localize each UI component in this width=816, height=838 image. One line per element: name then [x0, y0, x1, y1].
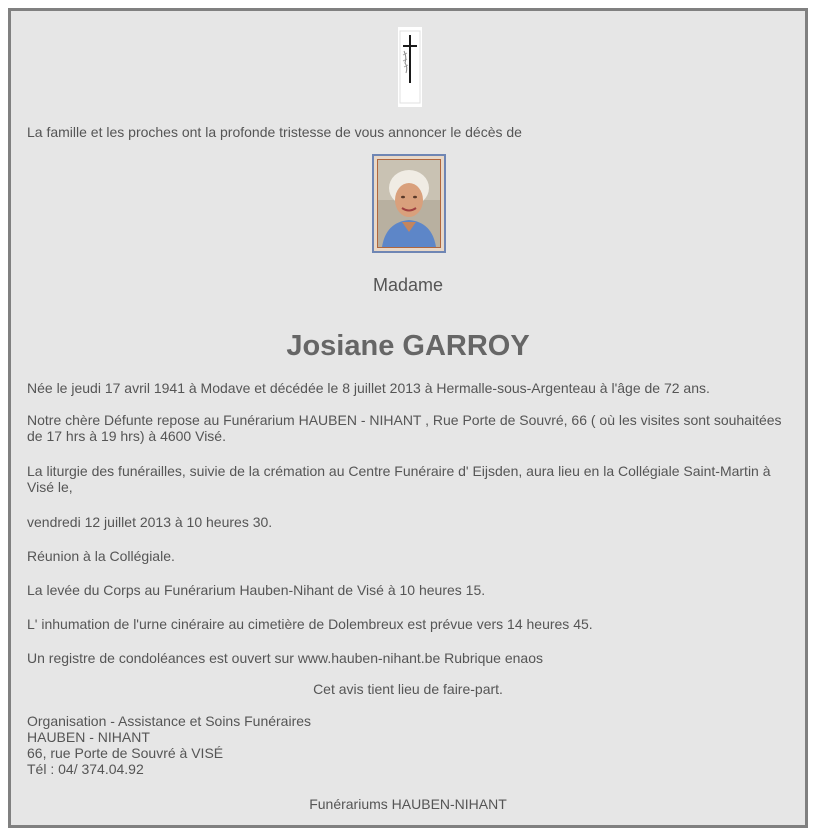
- intro-text: La famille et les proches ont la profonde tristesse de vous annoncer le décès de: [27, 124, 522, 140]
- ceremony-date: vendredi 12 juillet 2013 à 10 heures 30.: [27, 514, 273, 530]
- portrait-frame: [372, 154, 446, 253]
- cross-icon: [398, 27, 422, 107]
- organisation-line: Organisation - Assistance et Soins Funéraires: [27, 713, 312, 729]
- notice-text: Cet avis tient lieu de faire-part.: [313, 681, 503, 697]
- honorific: Madame: [372, 275, 444, 295]
- organisation-address: 66, rue Porte de Souvré à VISÉ: [27, 745, 224, 761]
- inhumation-text: L' inhumation de l'urne cinéraire au cimetière de Dolembreux est prévue vers 14 heures 45.: [27, 616, 593, 632]
- repose-text: Notre chère Défunte repose au Funérarium HAUBEN - NIHANT , Rue Porte de Souvré, 66 ( où les visites sont souhaitées de 17 hrs à 19 hrs) à 4600 Visé.: [27, 412, 782, 444]
- portrait-photo: [377, 159, 441, 248]
- organisation-line: HAUBEN - NIHANT: [27, 729, 150, 745]
- levee-text: La levée du Corps au Funérarium Hauben-Nihant de Visé à 10 heures 15.: [27, 582, 486, 598]
- deceased-name: Josiane GARROY: [286, 330, 530, 362]
- birth-text: Née le jeudi 17 avril 1941 à Modave et décédée le 8 juillet 2013 à Hermalle-sous-Argenteau à l'âge de 72 ans.: [27, 380, 710, 396]
- cross-image: [398, 27, 422, 107]
- organisation-block: [27, 713, 311, 777]
- meeting-text: Réunion à la Collégiale.: [27, 548, 175, 564]
- organisation-phone: Tél : 04/ 374.04.92: [27, 761, 144, 777]
- footer-text: Funérariums HAUBEN-NIHANT: [309, 796, 507, 812]
- obituary-frame: [8, 8, 808, 828]
- liturgy-text: La liturgie des funérailles, suivie de la crémation au Centre Funéraire d' Eijsden, aura lieu en la Collégiale Saint-Martin à Visé le,: [27, 463, 771, 495]
- register-text: Un registre de condoléances est ouvert sur www.hauben-nihant.be Rubrique enaos: [27, 650, 543, 666]
